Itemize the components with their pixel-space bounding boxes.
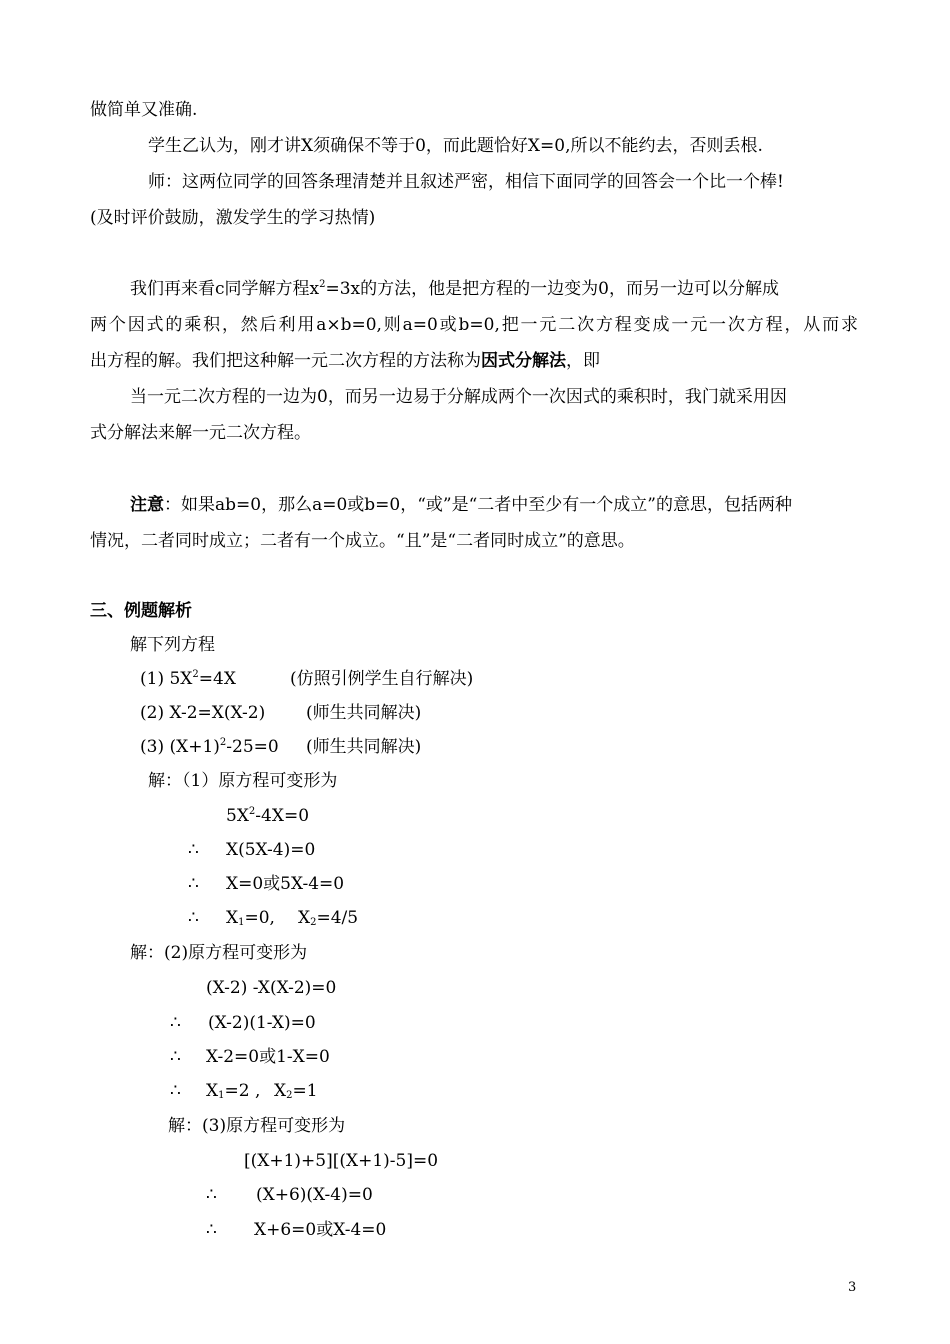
text-line: 解下列方程	[130, 635, 215, 655]
solution-step: (X+6)(X-4)=0	[256, 1185, 373, 1205]
equation-1: (1) $5X^2=4X$	[140, 669, 236, 689]
equation-note: (师生共同解决)	[306, 703, 422, 723]
solution-step: [(X+1)+5][(X+1)-5]=0	[244, 1151, 439, 1171]
equation-2: (2) X-2=X(X-2)	[140, 703, 266, 723]
text-line: 两个因式的乘积，然后利用a×b=0,则a=0或b=0,把一元二次方程变成一元一次方程，从而求	[90, 315, 858, 335]
note-label: 注意	[130, 495, 164, 515]
solution-step: X(5X-4)=0	[226, 840, 316, 860]
solution-step: $5X^2-4X=0$	[226, 806, 310, 826]
text-line: 我们再来看c同学解方程$x^2=3x$的方法，他是把方程的一边变为0，而另一边可以分解成	[130, 279, 779, 299]
solution-heading: 解：（1）原方程可变形为	[148, 771, 338, 791]
solution-step: X=0或5X-4=0	[226, 874, 345, 894]
text-line: 做简单又准确.	[90, 100, 198, 120]
solution-step: X+6=0或X-4=0	[254, 1220, 387, 1240]
text-line: 当一元二次方程的一边为0，而另一边易于分解成两个一次因式的乘积时，我门就采用因	[130, 387, 787, 407]
therefore-symbol: ∴	[170, 1081, 181, 1101]
solution-step: X-2=0或1-X=0	[206, 1047, 330, 1067]
solution-step: $X_1=2$ ,	[206, 1081, 261, 1101]
equation-note: (仿照引例学生自行解决)	[290, 669, 474, 689]
therefore-symbol: ∴	[188, 840, 199, 860]
solution-step: $X_2=1$	[274, 1081, 318, 1101]
therefore-symbol: ∴	[170, 1047, 181, 1067]
equation-note: (师生共同解决)	[306, 737, 422, 757]
solution-step: (X-2)(1-X)=0	[208, 1013, 316, 1033]
equation-3: (3) $(X+1)^2-25=0$	[140, 737, 279, 757]
therefore-symbol: ∴	[188, 908, 199, 928]
bold-term: 因式分解法	[481, 351, 566, 371]
note-line: 注意：如果ab=0，那么a=0或b=0，“或”是“二者中至少有一个成立”的意思，包括两种	[130, 495, 792, 515]
therefore-symbol: ∴	[206, 1220, 217, 1240]
text-line: 出方程的解。我们把这种解一元二次方程的方法称为因式分解法，即	[90, 351, 600, 371]
page-number: 3	[848, 1280, 857, 1295]
solution-step: $X_1=0$,	[226, 908, 275, 928]
text-line: 师：这两位同学的回答条理清楚并且叙述严密，相信下面同学的回答会一个比一个棒!	[148, 172, 784, 192]
therefore-symbol: ∴	[188, 874, 199, 894]
solution-step: (X-2) -X(X-2)=0	[206, 978, 337, 998]
text-line: 学生乙认为，刚才讲X须确保不等于0，而此题恰好X=0,所以不能约去，否则丢根.	[148, 136, 763, 156]
note-line: 情况，二者同时成立；二者有一个成立。“且”是“二者同时成立”的意思。	[90, 531, 635, 551]
solution-heading: 解：(2)原方程可变形为	[130, 943, 308, 963]
therefore-symbol: ∴	[206, 1185, 217, 1205]
text-line: (及时评价鼓励，激发学生的学习热情)	[90, 208, 376, 228]
section-heading: 三、例题解析	[90, 601, 192, 621]
solution-heading: 解：(3)原方程可变形为	[168, 1116, 346, 1136]
text-line: 式分解法来解一元二次方程。	[90, 423, 311, 443]
therefore-symbol: ∴	[170, 1013, 181, 1033]
solution-step: $X_2=4/5$	[298, 908, 359, 928]
